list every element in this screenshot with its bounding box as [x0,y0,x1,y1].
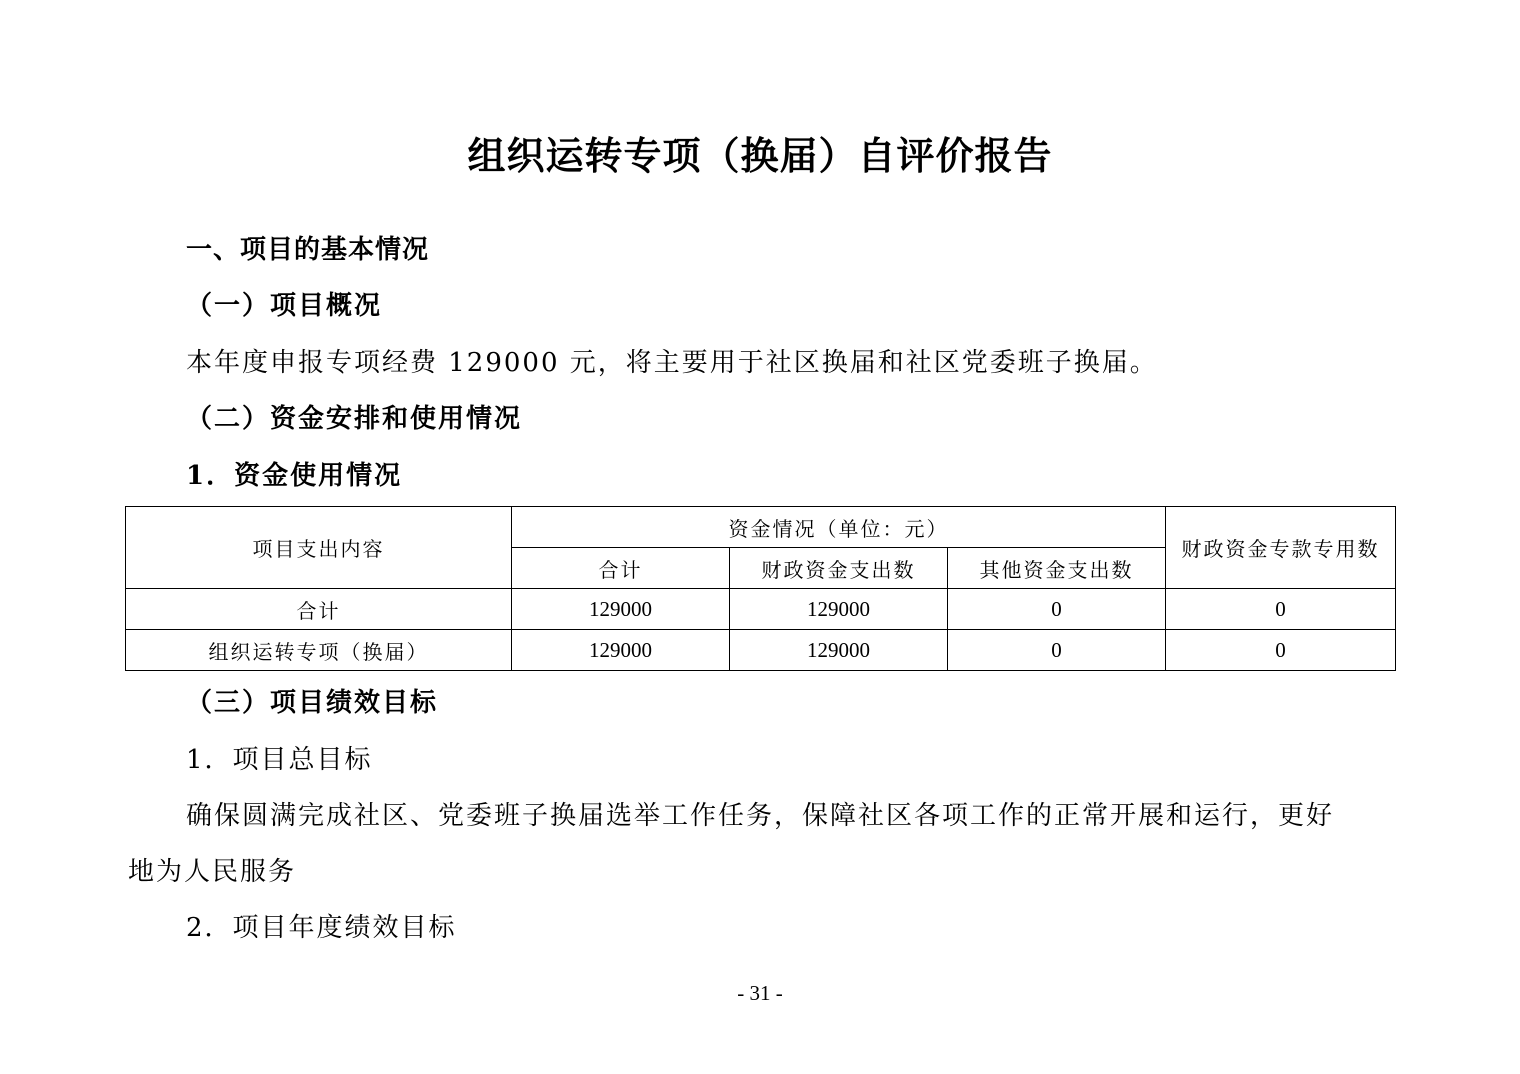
table-row [126,630,1396,671]
subsection-heading-overview: （一）项目概况 [186,291,383,321]
item-heading-overall-goal: 1．项目总目标 [186,745,373,775]
cell-fiscal: 129000 [730,630,948,671]
cell-total: 129000 [512,589,730,630]
subsection-heading-goals: （三）项目绩效目标 [186,688,439,718]
page-number: - 31 - [737,981,783,1005]
cell-fiscal: 129000 [730,589,948,630]
funds-usage-table [125,506,1396,671]
table-header-row [126,507,1396,548]
header-funds-group: 资金情况（单位：元） [512,507,1166,548]
item-heading-funds-usage: 1．资金使用情况 [186,461,403,491]
header-other: 其他资金支出数 [948,548,1166,589]
goal-paragraph-line-2: 地为人民服务 [128,857,297,887]
item-heading-annual-goal: 2．项目年度绩效目标 [186,913,457,943]
goal-paragraph-line-1: 确保圆满完成社区、党委班子换届选举工作任务，保障社区各项工作的正常开展和运行，更好 [186,801,1335,831]
cell-other: 0 [948,630,1166,671]
header-special: 财政资金专款专用数 [1166,507,1396,589]
header-fiscal: 财政资金支出数 [730,548,948,589]
header-item: 项目支出内容 [126,507,512,589]
cell-special: 0 [1166,630,1396,671]
table-row [126,589,1396,630]
cell-special: 0 [1166,589,1396,630]
header-total: 合计 [512,548,730,589]
report-title: 组织运转专项（换届）自评价报告 [467,133,1053,178]
section-heading-basic-info: 一、项目的基本情况 [186,235,430,265]
overview-paragraph: 本年度申报专项经费 129000 元，将主要用于社区换届和社区党委班子换届。 [186,348,1158,378]
cell-item: 组织运转专项（换届） [126,630,512,671]
cell-item: 合计 [126,589,512,630]
subsection-heading-funds: （二）资金安排和使用情况 [186,404,523,434]
cell-total: 129000 [512,630,730,671]
cell-other: 0 [948,589,1166,630]
